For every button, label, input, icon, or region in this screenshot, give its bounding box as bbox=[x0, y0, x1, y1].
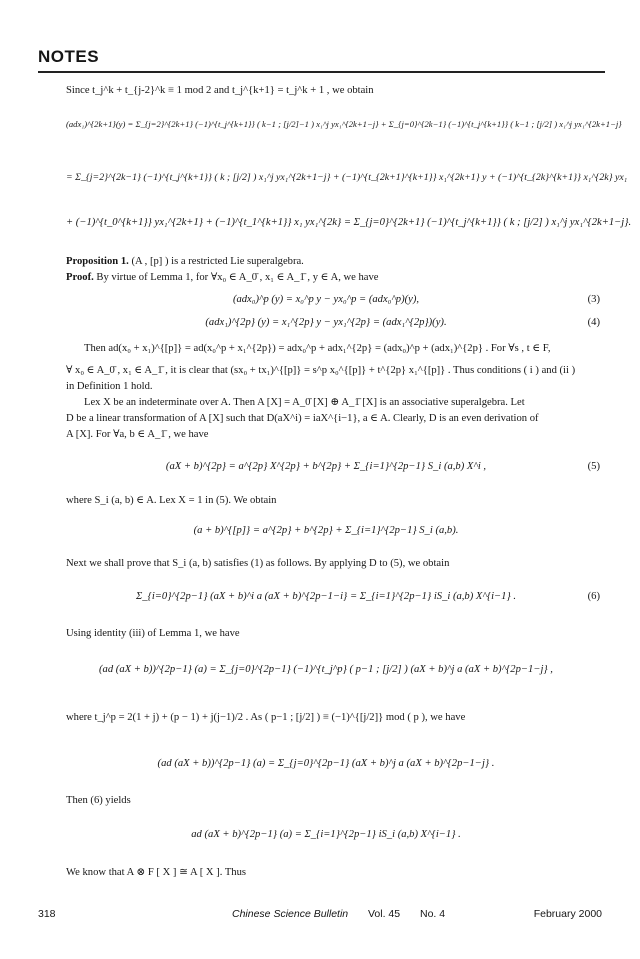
text-line: Lex X be an indeterminate over A. Then A [X] = A_0̄ [X] ⊕ A_1̄ [X] is an associative superalgebra. Let bbox=[84, 397, 525, 408]
section-header: NOTES bbox=[38, 47, 100, 66]
equation-number: (4) bbox=[587, 317, 600, 328]
text-line: where S_i (a, b) ∈ A. Lex X = 1 in (5). We obtain bbox=[66, 495, 277, 506]
page-number: 318 bbox=[38, 908, 56, 920]
text-line: Since t_j^k + t_{j-2}^k ≡ 1 mod 2 and t_j^{k+1} = t_j^k + 1 , we obtain bbox=[66, 85, 374, 96]
journal-name: Chinese Science Bulletin bbox=[232, 908, 349, 920]
volume-label: Vol. 45 bbox=[368, 908, 401, 920]
proposition-line: Proposition 1. (A , [p] ) is a restricted Lie superalgebra. bbox=[66, 256, 304, 267]
equation-line: (ad (aX + b))^{2p−1} (a) = Σ_{j=0}^{2p−1} (−1)^{t_j^p} ( p−1 ; [j/2] ) (aX + b)^j a (aX + b)^{2p−1−j} , bbox=[99, 664, 553, 675]
equation-number: (6) bbox=[587, 591, 600, 602]
issue-date: February 2000 bbox=[533, 908, 602, 920]
page-footer bbox=[38, 908, 602, 922]
equation-line: (ad (aX + b))^{2p−1} (a) = Σ_{j=0}^{2p−1} (aX + b)^j a (aX + b)^{2p−1−j} . bbox=[157, 758, 495, 769]
text-line: Next we shall prove that S_i (a, b) satisfies (1) as follows. By applying D to (5), we obtain bbox=[66, 558, 450, 569]
equation-line: (adx₀)^p (y) = x₀^p y − yx₀^p = (adx₀^p)(y), bbox=[232, 294, 420, 305]
equation-line: (adx₁)^{2k+1}(y) = Σ_{j=2}^{2k+1} (−1)^{t_j^{k+1}} ( k−1 ; [j/2]−1 ) x₁^j yx₁^{2k+1−j} + Σ_{j=0}^{2k−1} (−1)^{t_j^{k+1}} ( k−1 ; [j/2] ) x₁^j yx₁^{2k+1−j} bbox=[66, 119, 622, 129]
equation-line: = Σ_{j=2}^{2k−1} (−1)^{t_j^{k+1}} ( k ; [j/2] ) x₁^j yx₁^{2k+1−j} + (−1)^{t_{2k+1}^{k+1}} x₁^{2k+1} y + (−1)^{t_{2k}^{k+1}} x₁^{2k} yx₁ bbox=[66, 172, 628, 183]
equation-line: (a + b)^{[p]} = a^{2p} + b^{2p} + Σ_{i=1}^{2p−1} S_i (a,b). bbox=[193, 525, 459, 536]
text-line: Using identity (iii) of Lemma 1, we have bbox=[66, 628, 240, 639]
equation-line: (aX + b)^{2p} = a^{2p} X^{2p} + b^{2p} + Σ_{i=1}^{2p−1} S_i (a,b) X^i , bbox=[165, 461, 487, 472]
text-line: D be a linear transformation of A [X] such that D(aX^i) = iaX^{i−1}, a ∈ A. Clearly, D is an even derivation of bbox=[66, 413, 539, 424]
text-line: Then ad(x₀ + x₁)^{[p]} = ad(x₀^p + x₁^{2p}) = adx₀^p + adx₁^{2p} = (adx₀)^p + (adx₁)^{2p} . For ∀s , t ∈ F, bbox=[84, 343, 551, 354]
equation-line: (adx₁)^{2p} (y) = x₁^{2p} y − yx₁^{2p} = (adx₁^{2p})(y). bbox=[205, 317, 447, 328]
equation-number: (3) bbox=[587, 294, 600, 305]
text-line: A [X]. For ∀a, b ∈ A_1̄ , we have bbox=[66, 429, 209, 440]
equation-number: (5) bbox=[587, 461, 600, 472]
header-rule bbox=[38, 71, 605, 73]
proof-line: Proof. By virtue of Lemma 1, for ∀x₀ ∈ A_0̄ , x₁ ∈ A_1̄ , y ∈ A, we have bbox=[66, 272, 379, 283]
text-line: ∀ x₀ ∈ A_0̄ , x₁ ∈ A_1̄ , it is clear that (sx₀ + tx₁)^{[p]} = s^p x₀^{[p]} + t^{2p} x₁^{[p]} . Thus conditions ( i ) and (ii ) bbox=[66, 365, 576, 376]
text-line: where t_j^p = 2(1 + j) + (p − 1) + j(j−1)/2 . As ( p−1 ; [j/2] ) ≡ (−1)^{[j/2]} mod ( p ), we have bbox=[66, 712, 466, 723]
equation-line: ad (aX + b)^{2p−1} (a) = Σ_{i=1}^{2p−1} iS_i (a,b) X^{i−1} . bbox=[191, 829, 461, 840]
text-line: in Definition 1 hold. bbox=[66, 381, 153, 392]
equation-line: Σ_{i=0}^{2p−1} (aX + b)^i a (aX + b)^{2p−1−i} = Σ_{i=1}^{2p−1} iS_i (a,b) X^{i−1} . bbox=[136, 591, 516, 602]
equation-line: + (−1)^{t_0^{k+1}} yx₁^{2k+1} + (−1)^{t_1^{k+1}} x₁ yx₁^{2k} = Σ_{j=0}^{2k+1} (−1)^{t_j^{k+1}} ( k ; [j/2] ) x₁^j yx₁^{2k+1−j}. bbox=[66, 217, 632, 228]
text-line: Then (6) yields bbox=[66, 795, 131, 806]
issue-label: No. 4 bbox=[420, 908, 446, 920]
text-line: We know that A ⊗ F [ X ] ≅ A [ X ]. Thus bbox=[66, 867, 247, 878]
